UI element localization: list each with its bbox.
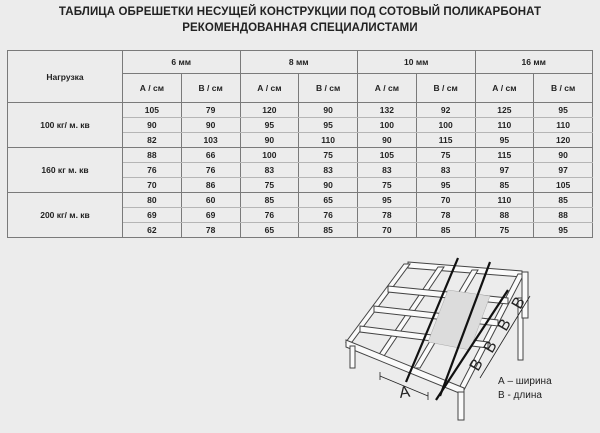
value-cell: 76 <box>181 163 240 178</box>
value-cell: 85 <box>534 193 593 208</box>
table-row <box>8 193 593 208</box>
value-cell: 110 <box>299 133 358 148</box>
load-cell: 200 кг/ м. кв <box>8 193 123 238</box>
value-cell: 65 <box>240 223 299 238</box>
frame-post <box>458 392 464 420</box>
value-cell: 75 <box>475 223 534 238</box>
value-cell: 75 <box>416 148 475 163</box>
thickness-header: 10 мм <box>358 51 476 74</box>
value-cell: 110 <box>475 193 534 208</box>
value-cell: 70 <box>358 223 417 238</box>
value-cell: 76 <box>240 208 299 223</box>
value-cell: 85 <box>240 193 299 208</box>
value-cell: 88 <box>123 148 182 163</box>
sub-header-b: В / см <box>534 74 593 103</box>
thickness-header: 16 мм <box>475 51 593 74</box>
value-cell: 78 <box>416 208 475 223</box>
sub-header-a: А / см <box>123 74 182 103</box>
page-title <box>0 4 600 36</box>
value-cell: 85 <box>299 223 358 238</box>
value-cell: 62 <box>123 223 182 238</box>
sub-header-b: В / см <box>299 74 358 103</box>
value-cell: 100 <box>358 118 417 133</box>
value-cell: 88 <box>475 208 534 223</box>
value-cell: 100 <box>240 148 299 163</box>
value-cell: 95 <box>475 133 534 148</box>
sub-header-a: А / см <box>358 74 417 103</box>
value-cell: 65 <box>299 193 358 208</box>
value-cell: 90 <box>240 133 299 148</box>
frame-post <box>350 346 355 368</box>
value-cell: 88 <box>534 208 593 223</box>
table-row <box>8 103 593 118</box>
value-cell: 95 <box>416 178 475 193</box>
value-cell: 75 <box>358 178 417 193</box>
sub-header-b: В / см <box>416 74 475 103</box>
legend-b: В - длина <box>498 390 542 401</box>
value-cell: 90 <box>358 133 417 148</box>
value-cell: 90 <box>181 118 240 133</box>
value-cell: 95 <box>358 193 417 208</box>
value-cell: 115 <box>475 148 534 163</box>
value-cell: 95 <box>240 118 299 133</box>
lathing-table <box>7 50 593 238</box>
table-body <box>8 103 593 238</box>
value-cell: 120 <box>240 103 299 118</box>
value-cell: 110 <box>475 118 534 133</box>
value-cell: 95 <box>534 223 593 238</box>
value-cell: 83 <box>358 163 417 178</box>
value-cell: 132 <box>358 103 417 118</box>
value-cell: 92 <box>416 103 475 118</box>
value-cell: 83 <box>240 163 299 178</box>
load-header: Нагрузка <box>8 51 123 103</box>
value-cell: 76 <box>123 163 182 178</box>
value-cell: 95 <box>534 103 593 118</box>
thickness-header-row <box>8 51 593 74</box>
value-cell: 83 <box>299 163 358 178</box>
sub-header-b: В / см <box>181 74 240 103</box>
value-cell: 78 <box>358 208 417 223</box>
value-cell: 85 <box>416 223 475 238</box>
title-line-1: ТАБЛИЦА ОБРЕШЕТКИ НЕСУЩЕЙ КОНСТРУКЦИИ ПОД СОТОВЫЙ ПОЛИКАРБОНАТ <box>58 6 542 18</box>
value-cell: 60 <box>181 193 240 208</box>
value-cell: 90 <box>299 103 358 118</box>
value-cell: 80 <box>123 193 182 208</box>
value-cell: 90 <box>123 118 182 133</box>
value-cell: 100 <box>416 118 475 133</box>
dimension-a-label: А <box>398 383 412 402</box>
value-cell: 115 <box>416 133 475 148</box>
thickness-header: 6 мм <box>123 51 241 74</box>
sub-header-a: А / см <box>240 74 299 103</box>
title-line-2: РЕКОМЕНДОВАННАЯ СПЕЦИАЛИСТАМИ <box>182 22 418 34</box>
value-cell: 103 <box>181 133 240 148</box>
sub-header-a: А / см <box>475 74 534 103</box>
roof-frame-diagram <box>340 250 600 433</box>
dimension-b-label: В <box>480 338 501 356</box>
value-cell: 66 <box>181 148 240 163</box>
value-cell: 105 <box>534 178 593 193</box>
value-cell: 82 <box>123 133 182 148</box>
value-cell: 125 <box>475 103 534 118</box>
value-cell: 105 <box>358 148 417 163</box>
legend <box>498 375 552 403</box>
load-cell: 160 кг м. кв <box>8 148 123 193</box>
value-cell: 110 <box>534 118 593 133</box>
value-cell: 120 <box>534 133 593 148</box>
value-cell: 79 <box>181 103 240 118</box>
load-cell: 100 кг/ м. кв <box>8 103 123 148</box>
value-cell: 78 <box>181 223 240 238</box>
dimension-b-label: В <box>494 316 515 334</box>
value-cell: 69 <box>181 208 240 223</box>
thickness-header: 8 мм <box>240 51 358 74</box>
legend-a: А – ширина <box>498 376 552 387</box>
value-cell: 105 <box>123 103 182 118</box>
value-cell: 97 <box>534 163 593 178</box>
dimension-b-label: В <box>466 356 487 374</box>
value-cell: 90 <box>299 178 358 193</box>
value-cell: 95 <box>299 118 358 133</box>
value-cell: 86 <box>181 178 240 193</box>
value-cell: 83 <box>416 163 475 178</box>
dimension-b-label: В <box>508 294 529 312</box>
table-row <box>8 148 593 163</box>
value-cell: 97 <box>475 163 534 178</box>
value-cell: 70 <box>123 178 182 193</box>
value-cell: 75 <box>240 178 299 193</box>
value-cell: 76 <box>299 208 358 223</box>
value-cell: 75 <box>299 148 358 163</box>
frame-beam <box>408 262 522 277</box>
value-cell: 69 <box>123 208 182 223</box>
value-cell: 90 <box>534 148 593 163</box>
value-cell: 85 <box>475 178 534 193</box>
value-cell: 70 <box>416 193 475 208</box>
